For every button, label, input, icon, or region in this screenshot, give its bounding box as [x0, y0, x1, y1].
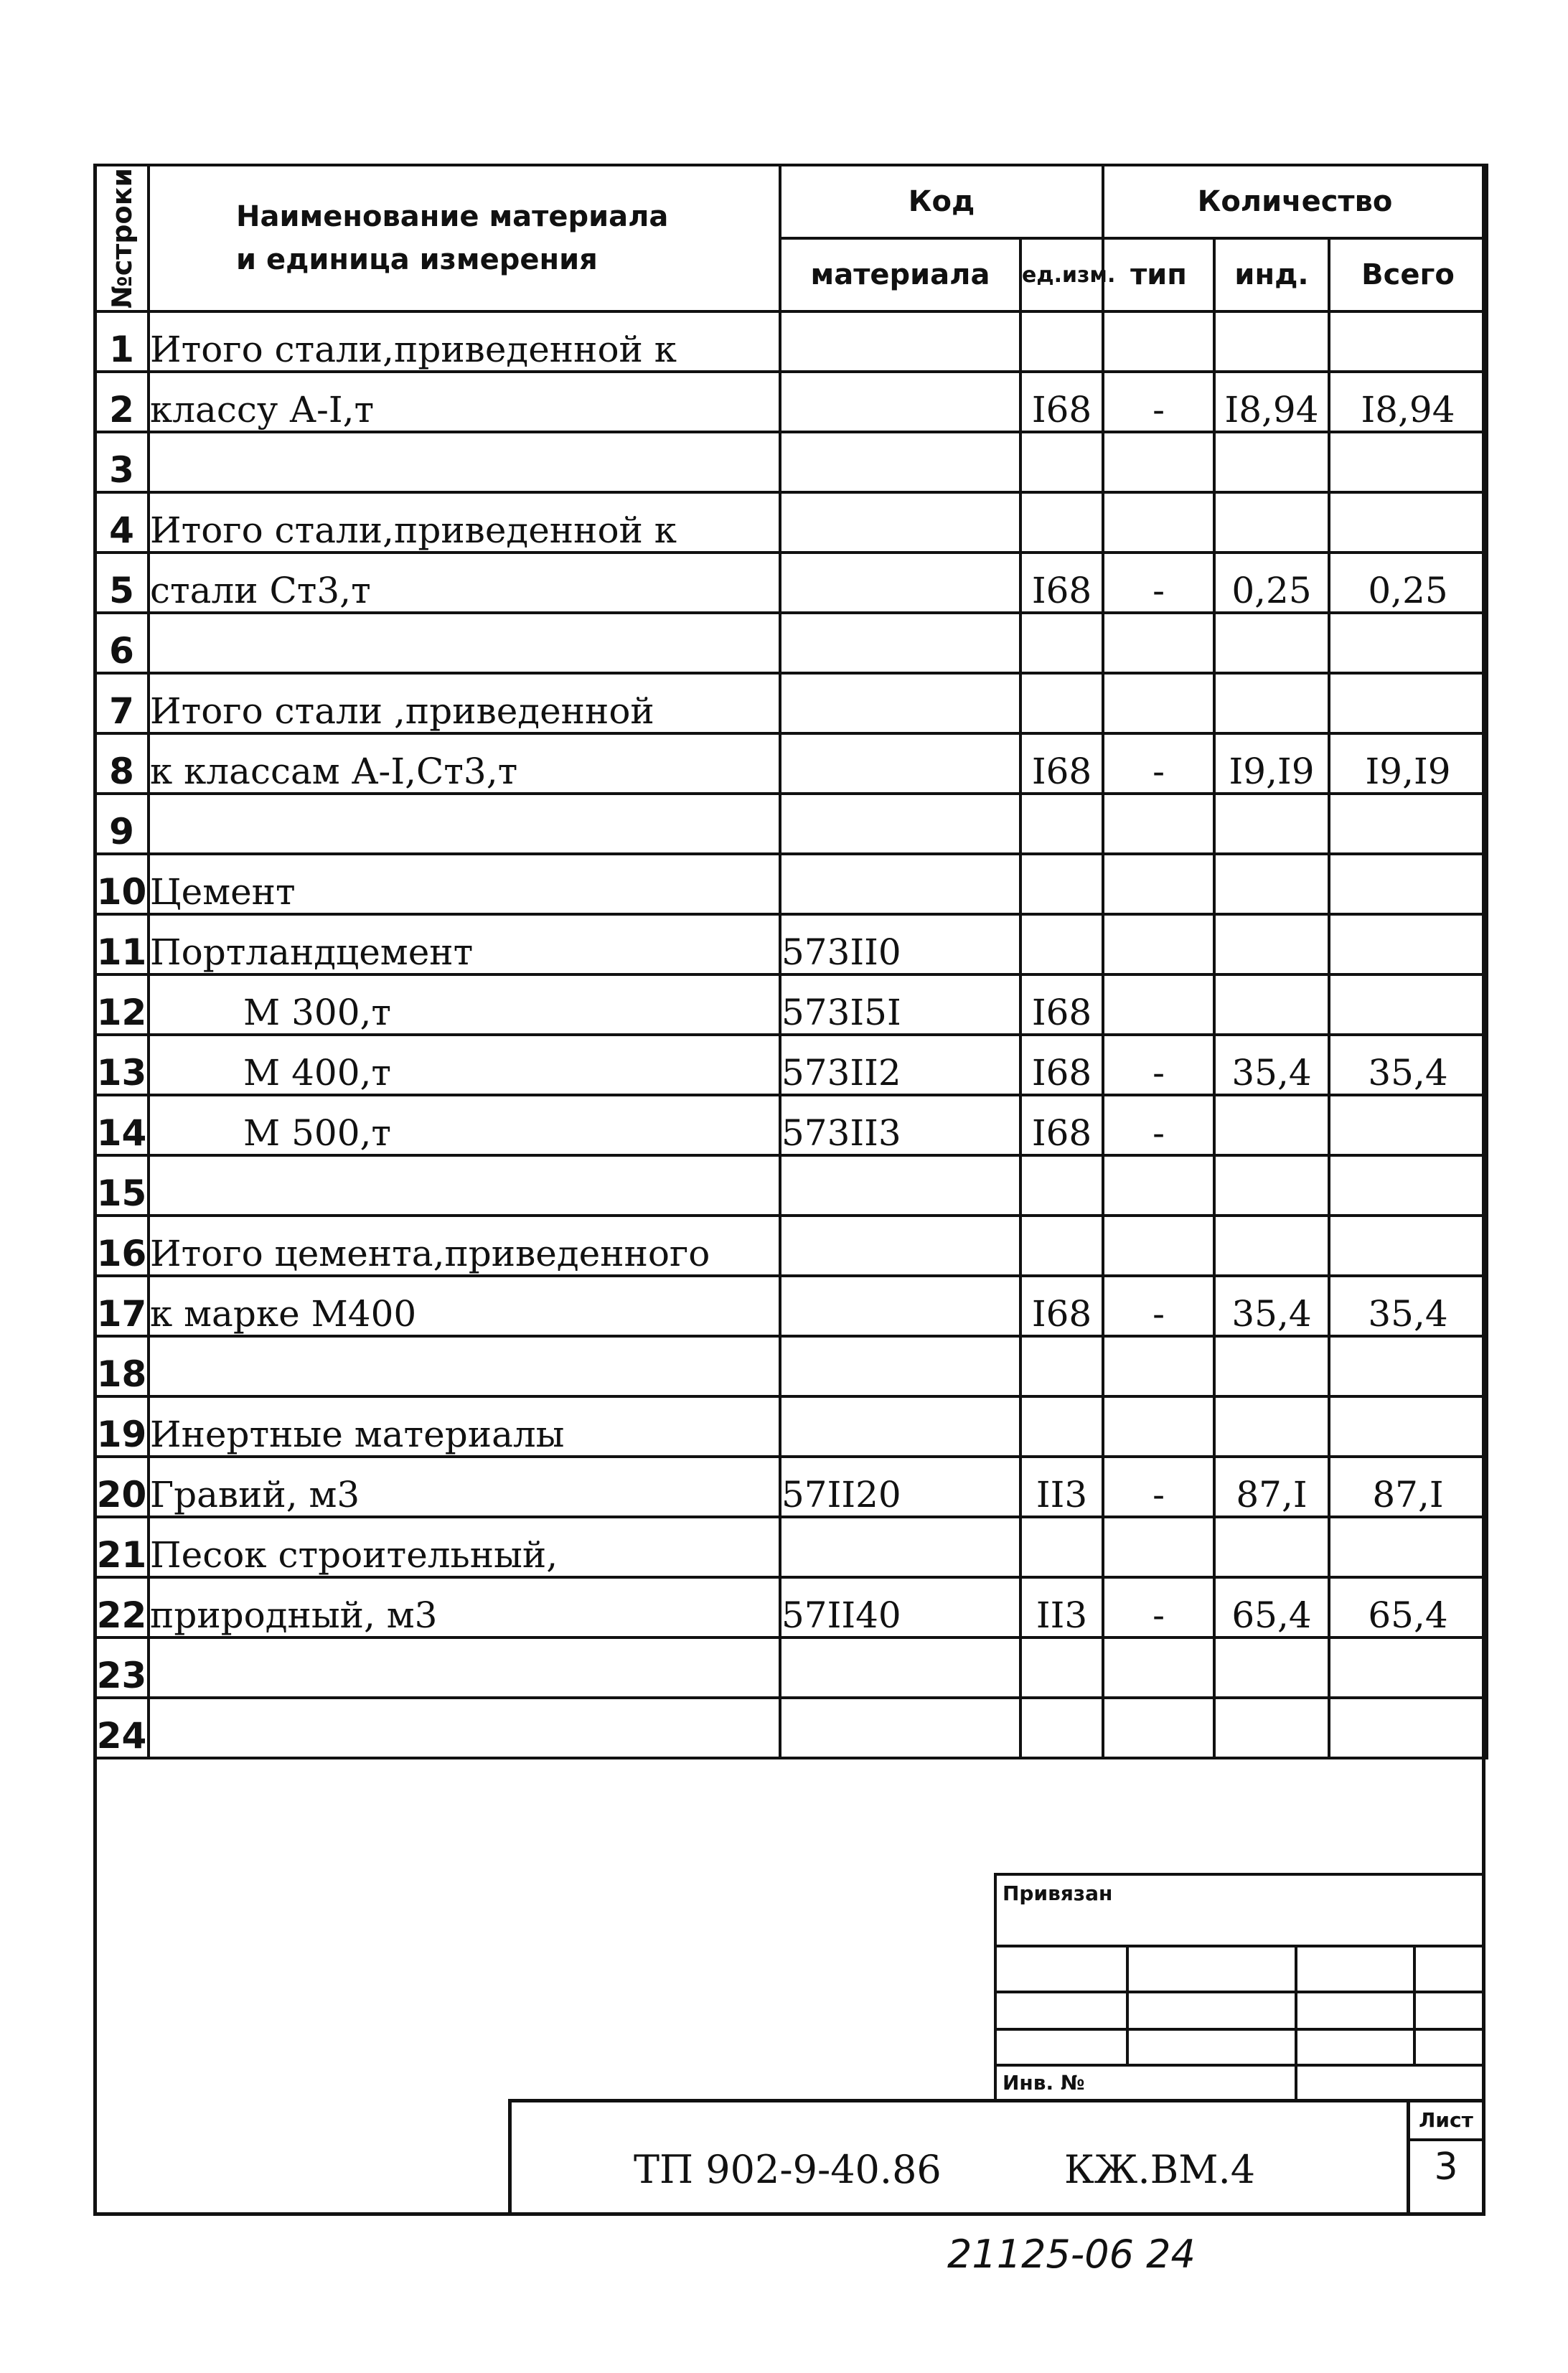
ind-cell [1214, 311, 1329, 372]
row-number-cell: 10 [95, 854, 149, 914]
type-cell [1103, 1698, 1214, 1758]
ind-cell: 65,4 [1214, 1577, 1329, 1637]
table-row [95, 311, 1487, 372]
total-cell [1329, 1396, 1487, 1457]
type-cell [1103, 1216, 1214, 1276]
table-row [95, 1698, 1487, 1758]
total-cell [1329, 311, 1487, 372]
unit-code-cell [1020, 432, 1103, 492]
ind-cell: I8,94 [1214, 372, 1329, 432]
row-number-cell: 4 [95, 492, 149, 553]
ind-cell: 35,4 [1214, 1276, 1329, 1336]
ind-cell [1214, 1698, 1329, 1758]
code-header: Код [780, 165, 1103, 238]
ind-cell [1214, 432, 1329, 492]
material-code-cell [780, 1517, 1020, 1577]
material-name-cell: классу А-I,т [149, 372, 780, 432]
total-cell [1329, 1336, 1487, 1396]
unit-code-cell [1020, 1155, 1103, 1216]
material-code-cell [780, 1637, 1020, 1698]
material-code-cell [780, 311, 1020, 372]
unit-code-cell: II3 [1020, 1457, 1103, 1517]
table-row [95, 1637, 1487, 1698]
material-code-cell [780, 1216, 1020, 1276]
table-row [95, 673, 1487, 733]
total-cell: I8,94 [1329, 372, 1487, 432]
total-cell [1329, 914, 1487, 974]
inventory-number-label: Инв. № [1003, 2071, 1085, 2095]
row-number-cell: 20 [95, 1457, 149, 1517]
material-name-cell [149, 1698, 780, 1758]
material-code-cell: 573II3 [780, 1095, 1020, 1155]
table-row [95, 492, 1487, 553]
ind-cell: 87,I [1214, 1457, 1329, 1517]
type-cell: - [1103, 1577, 1214, 1637]
type-cell [1103, 613, 1214, 673]
approval-stamp [994, 1873, 1485, 2102]
row-number-cell: 9 [95, 794, 149, 854]
sheet-cell [1407, 2102, 1482, 2212]
unit-code-cell: II3 [1020, 1577, 1103, 1637]
table-row [95, 553, 1487, 613]
material-name-cell [149, 1155, 780, 1216]
ind-cell [1214, 794, 1329, 854]
material-name-cell [149, 794, 780, 854]
row-number-cell: 15 [95, 1155, 149, 1216]
table-row [95, 1276, 1487, 1336]
material-name-cell: Песок строительный, [149, 1517, 780, 1577]
table-row [95, 1216, 1487, 1276]
ind-cell [1214, 974, 1329, 1035]
row-number-header: №строки [95, 165, 149, 311]
table-row [95, 974, 1487, 1035]
row-number-cell: 12 [95, 974, 149, 1035]
unit-code-cell [1020, 1637, 1103, 1698]
material-code-cell: 57II20 [780, 1457, 1020, 1517]
material-name-cell: Итого стали ,приведенной [149, 673, 780, 733]
total-cell [1329, 613, 1487, 673]
material-name-cell: М 400,т [149, 1035, 780, 1095]
type-cell [1103, 492, 1214, 553]
material-name-cell [149, 1336, 780, 1396]
row-number-cell: 21 [95, 1517, 149, 1577]
unit-code-cell [1020, 1336, 1103, 1396]
type-cell: - [1103, 1095, 1214, 1155]
unit-code-cell [1020, 492, 1103, 553]
quantity-header: Количество [1103, 165, 1487, 238]
total-cell: 35,4 [1329, 1276, 1487, 1336]
total-cell [1329, 974, 1487, 1035]
unit-code-cell: I68 [1020, 372, 1103, 432]
material-code-header: материала [780, 238, 1020, 311]
material-name-cell: Портландцемент [149, 914, 780, 974]
type-cell [1103, 974, 1214, 1035]
row-number-cell: 22 [95, 1577, 149, 1637]
ind-cell [1214, 673, 1329, 733]
total-cell: 35,4 [1329, 1035, 1487, 1095]
type-cell [1103, 311, 1214, 372]
type-cell [1103, 914, 1214, 974]
unit-code-cell [1020, 613, 1103, 673]
table-row [95, 1577, 1487, 1637]
materials-table [93, 164, 1488, 1759]
row-number-cell: 18 [95, 1336, 149, 1396]
total-cell [1329, 432, 1487, 492]
ind-cell [1214, 492, 1329, 553]
document-mark: КЖ.ВМ.4 [1064, 2147, 1256, 2192]
ind-cell: 0,25 [1214, 553, 1329, 613]
table-row [95, 1035, 1487, 1095]
unit-code-cell: I68 [1020, 974, 1103, 1035]
total-cell: I9,I9 [1329, 733, 1487, 794]
unit-code-header: ед.изм. [1020, 238, 1103, 311]
material-name-cell: Итого цемента,приведенного [149, 1216, 780, 1276]
material-code-cell [780, 492, 1020, 553]
type-cell: - [1103, 1035, 1214, 1095]
unit-code-cell: I68 [1020, 1035, 1103, 1095]
material-code-cell [780, 794, 1020, 854]
type-cell [1103, 1517, 1214, 1577]
material-name-cell [149, 613, 780, 673]
table-row [95, 372, 1487, 432]
material-code-cell: 57II40 [780, 1577, 1020, 1637]
type-cell [1103, 1637, 1214, 1698]
material-code-cell [780, 372, 1020, 432]
row-number-cell: 24 [95, 1698, 149, 1758]
material-name-cell: М 300,т [149, 974, 780, 1035]
type-cell [1103, 854, 1214, 914]
row-number-cell: 8 [95, 733, 149, 794]
ind-cell [1214, 613, 1329, 673]
ind-cell [1214, 1095, 1329, 1155]
ind-cell [1214, 1216, 1329, 1276]
table-row [95, 1155, 1487, 1216]
row-number-cell: 1 [95, 311, 149, 372]
ind-cell [1214, 1336, 1329, 1396]
linked-label: Привязан [1003, 1881, 1113, 1905]
ind-cell [1214, 1155, 1329, 1216]
material-code-cell [780, 613, 1020, 673]
material-name-cell: к классам А-I,Ст3,т [149, 733, 780, 794]
unit-code-cell [1020, 1216, 1103, 1276]
row-number-cell: 5 [95, 553, 149, 613]
unit-code-cell [1020, 1517, 1103, 1577]
ind-cell [1214, 914, 1329, 974]
material-code-cell [780, 1336, 1020, 1396]
ind-cell [1214, 1396, 1329, 1457]
material-code-cell [780, 1396, 1020, 1457]
unit-code-cell [1020, 794, 1103, 854]
material-name-cell: к марке М400 [149, 1276, 780, 1336]
type-cell [1103, 432, 1214, 492]
material-name-header: Наименование материала и единица измерения [149, 165, 780, 311]
material-name-cell: Итого стали,приведенной к [149, 311, 780, 372]
row-number-cell: 14 [95, 1095, 149, 1155]
material-name-cell: М 500,т [149, 1095, 780, 1155]
unit-code-cell: I68 [1020, 1276, 1103, 1336]
type-cell [1103, 673, 1214, 733]
material-code-cell [780, 1276, 1020, 1336]
total-cell: 0,25 [1329, 553, 1487, 613]
type-cell [1103, 1336, 1214, 1396]
table-row [95, 1336, 1487, 1396]
type-header: тип [1103, 238, 1214, 311]
material-name-cell [149, 432, 780, 492]
ind-header: инд. [1214, 238, 1329, 311]
ind-cell: 35,4 [1214, 1035, 1329, 1095]
row-number-cell: 16 [95, 1216, 149, 1276]
type-cell: - [1103, 1276, 1214, 1336]
type-cell [1103, 1396, 1214, 1457]
unit-code-cell: I68 [1020, 733, 1103, 794]
total-cell [1329, 1216, 1487, 1276]
total-cell: 65,4 [1329, 1577, 1487, 1637]
material-code-cell [780, 733, 1020, 794]
unit-code-cell [1020, 854, 1103, 914]
row-number-cell: 6 [95, 613, 149, 673]
ind-cell: I9,I9 [1214, 733, 1329, 794]
unit-code-cell [1020, 311, 1103, 372]
material-code-cell: 573II0 [780, 914, 1020, 974]
table-row [95, 733, 1487, 794]
total-cell [1329, 1637, 1487, 1698]
total-cell [1329, 673, 1487, 733]
table-row [95, 1095, 1487, 1155]
unit-code-cell [1020, 914, 1103, 974]
material-code-cell: 573I5I [780, 974, 1020, 1035]
unit-code-cell [1020, 1396, 1103, 1457]
total-cell [1329, 1095, 1487, 1155]
material-code-cell [780, 854, 1020, 914]
unit-code-cell: I68 [1020, 553, 1103, 613]
table-row [95, 613, 1487, 673]
table-row [95, 1396, 1487, 1457]
type-cell: - [1103, 372, 1214, 432]
unit-code-cell: I68 [1020, 1095, 1103, 1155]
total-cell [1329, 854, 1487, 914]
material-code-cell [780, 673, 1020, 733]
archive-number: 21125-06 24 [947, 2232, 1196, 2277]
table-row [95, 914, 1487, 974]
type-cell [1103, 794, 1214, 854]
total-cell [1329, 492, 1487, 553]
row-number-cell: 17 [95, 1276, 149, 1336]
total-cell [1329, 794, 1487, 854]
type-cell: - [1103, 733, 1214, 794]
row-number-cell: 23 [95, 1637, 149, 1698]
material-code-cell [780, 1698, 1020, 1758]
type-cell: - [1103, 553, 1214, 613]
row-number-cell: 13 [95, 1035, 149, 1095]
material-code-cell [780, 1155, 1020, 1216]
material-name-cell: Цемент [149, 854, 780, 914]
unit-code-cell [1020, 673, 1103, 733]
material-code-cell [780, 553, 1020, 613]
document-code: ТП 902-9-40.86 [634, 2147, 942, 2192]
table-row [95, 854, 1487, 914]
ind-cell [1214, 1637, 1329, 1698]
total-cell: 87,I [1329, 1457, 1487, 1517]
row-number-cell: 3 [95, 432, 149, 492]
total-cell [1329, 1155, 1487, 1216]
table-row [95, 1517, 1487, 1577]
total-cell [1329, 1698, 1487, 1758]
ind-cell [1214, 1517, 1329, 1577]
material-name-cell [149, 1637, 780, 1698]
title-block [508, 2099, 1485, 2216]
ind-cell [1214, 854, 1329, 914]
type-cell: - [1103, 1457, 1214, 1517]
sheet-number: 3 [1434, 2146, 1458, 2189]
material-name-cell: Гравий, м3 [149, 1457, 780, 1517]
material-code-cell: 573II2 [780, 1035, 1020, 1095]
table-row [95, 1457, 1487, 1517]
material-name-cell: природный, м3 [149, 1577, 780, 1637]
material-name-cell: Итого стали,приведенной к [149, 492, 780, 553]
row-number-cell: 7 [95, 673, 149, 733]
material-name-cell: стали Ст3,т [149, 553, 780, 613]
sheet-label: Лист [1410, 2102, 1482, 2141]
row-number-cell: 11 [95, 914, 149, 974]
type-cell [1103, 1155, 1214, 1216]
table-row [95, 794, 1487, 854]
row-number-cell: 2 [95, 372, 149, 432]
total-header: Всего [1329, 238, 1487, 311]
material-code-cell [780, 432, 1020, 492]
material-name-cell: Инертные материалы [149, 1396, 780, 1457]
total-cell [1329, 1517, 1487, 1577]
row-number-cell: 19 [95, 1396, 149, 1457]
table-row [95, 432, 1487, 492]
unit-code-cell [1020, 1698, 1103, 1758]
